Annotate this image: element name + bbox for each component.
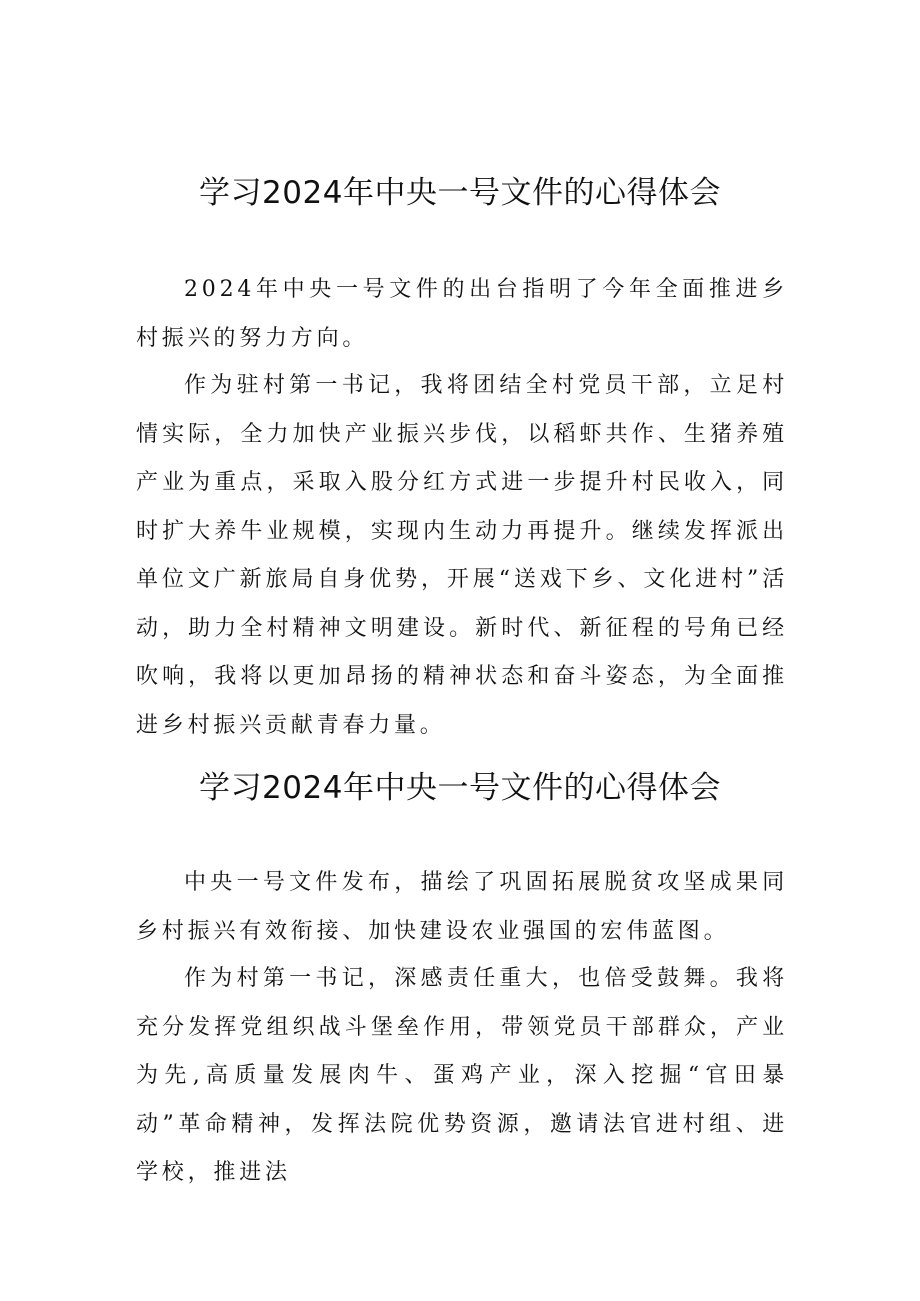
section-2-paragraph-1: 中央一号文件发布，描绘了巩固拓展脱贫攻坚成果同乡村振兴有效衔接、加快建设农业强国的宏伟蓝图。 — [136, 870, 788, 944]
section-2-paragraph-2: 作为村第一书记，深感责任重大，也倍受鼓舞。我将充分发挥党组织战斗堡垒作用，带领党员干部群众，产业为先,高质量发展肉牛、蛋鸡产业，深入挖掘“官田暴动”革命精神，发挥法院优势资源，邀请法官进村组、进学校，推进法 — [136, 966, 788, 1185]
section-2-title: 学习2024年中央一号文件的心得体会 — [199, 770, 721, 806]
section-1-title: 学习2024年中央一号文件的心得体会 — [199, 175, 721, 211]
section-1-paragraph-2: 作为驻村第一书记，我将团结全村党员干部，立足村情实际，全力加快产业振兴步伐，以稻虾共作、生猪养殖产业为重点，采取入股分红方式进一步提升村民收入，同时扩大养牛业规模，实现内生动力再提升。继续发挥派出单位文广新旅局自身优势，开展“送戏下乡、文化进村”活动，助力全村精神文明建设。新时代、新征程的号角已经吹响，我将以更加昂扬的精神状态和奋斗姿态，为全面推进乡村振兴贡献青春力量。 — [136, 373, 788, 738]
section-1-paragraph-1: 2024年中央一号文件的出台指明了今年全面推进乡村振兴的努力方向。 — [136, 277, 788, 351]
